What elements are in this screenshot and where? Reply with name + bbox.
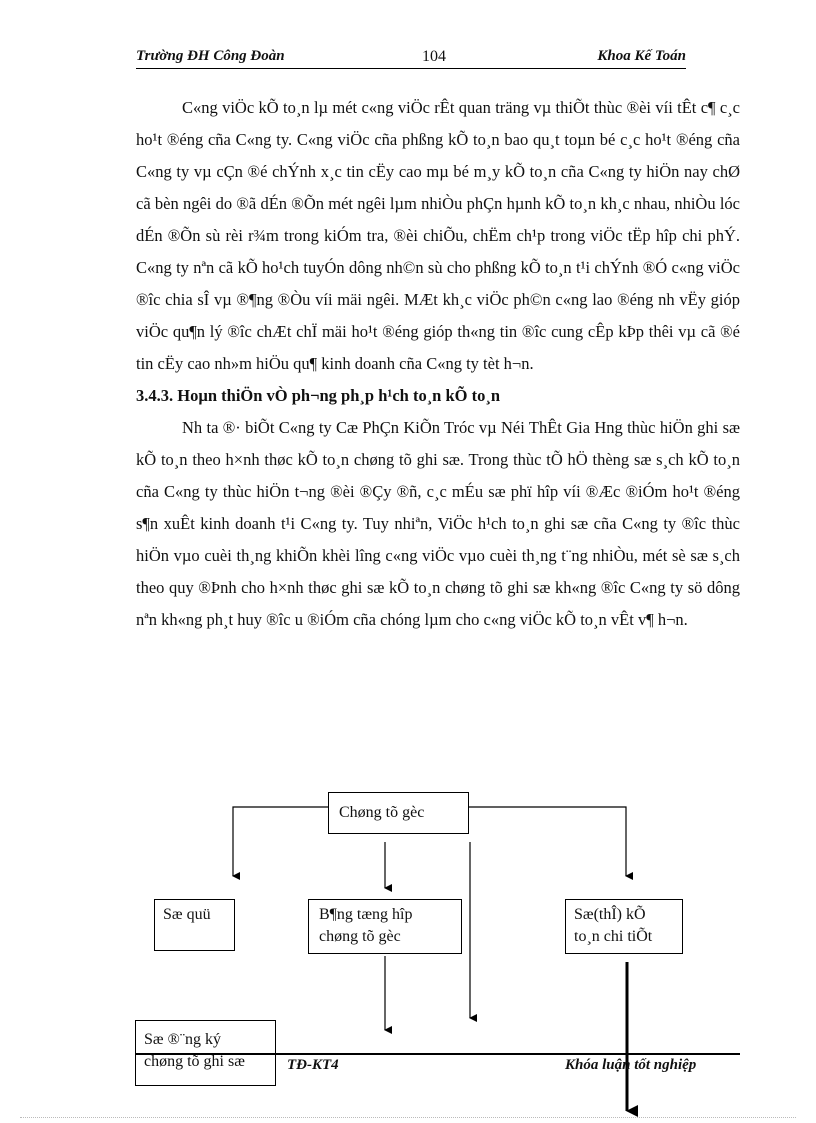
register-line-1: Sæ ®¨ng ký bbox=[144, 1031, 222, 1048]
header-rule bbox=[136, 68, 686, 69]
footer-rule bbox=[136, 1053, 740, 1055]
paragraph-1: C«ng viÖc kÕ to¸n lµ mét c«ng viÖc rÊt quan träng vµ thiÕt thùc ®èi víi tÊt c¶ c¸c ho¹t ®éng cña C«ng ty. C«ng viÖc cña phßng kÕ to¸n bao qu¸t toµn bé c¸c ho¹t ®éng cña C«ng ty vµ cÇn ®é chÝnh x¸c tin cËy cao mµ bé m¸y kÕ to¸n cña C«ng ty hiÖn nay chØ cã bèn ngêi do ®ã dÉn ®Õn mét ngêi lµm nhiÒu phÇn hµnh kÕ to¸n kh¸c nhau, nhiÒu lóc dÉn ®Õn sù rèi r¾m trong kiÓm tra, ®èi chiÕu, chËm ch¹p trong viÖc tËp hîp chi phÝ. C«ng ty nªn cã kÕ ho¹ch tuyÓn dông nh©n sù cho phßng kÕ to¸n t¹i chÝnh ®Ó c«ng viÖc ®îc chia sÎ vµ ®¶ng ®Òu víi mäi ngêi. MÆt kh¸c viÖc ph©n c«ng lao ®éng nh vËy gióp viÖc qu¶n lý ®îc chÆt chÏ mäi ho¹t ®éng gióp th«ng tin ®îc cung cÊp kÞp thêi vµ cã ®é tin cËy cao nh»m hiÖu qu¶ kinh doanh cña C«ng ty tèt h¬n. bbox=[136, 98, 740, 373]
header-school: Trường ĐH Công Đoàn bbox=[136, 48, 285, 64]
header-department: Khoa Kế Toán bbox=[597, 48, 686, 64]
arrow-to-cash-book bbox=[233, 807, 328, 876]
summary-sheet-line-2: chøng tõ gèc bbox=[319, 928, 401, 945]
summary-sheet-box bbox=[308, 899, 462, 954]
page-number: 104 bbox=[422, 48, 446, 65]
footer-class: TĐ-KT4 bbox=[287, 1057, 339, 1073]
section-heading: 3.4.3. Hoµn thiÖn vÒ ph¬ng ph¸p h¹ch to¸n kÕ to¸n bbox=[136, 386, 501, 405]
detail-ledger-line-1: Sæ(thÎ) kÕ bbox=[574, 906, 646, 923]
document-body bbox=[136, 92, 740, 636]
footer-thesis: Khóa luận tốt nghiệp bbox=[565, 1057, 697, 1073]
page-edge-dots bbox=[20, 1117, 796, 1118]
cash-book-label: Sæ quü bbox=[163, 906, 211, 923]
page-header bbox=[136, 48, 686, 70]
detail-ledger-box bbox=[565, 899, 683, 954]
paragraph-2: Nh ta ®· biÕt C«ng ty Cæ PhÇn KiÕn Tróc vµ Néi ThÊt Gia Hng thùc hiÖn ghi sæ kÕ to¸n theo h×nh thøc kÕ to¸n chøng tõ ghi sæ. Trong thùc tÕ hÖ thèng sæ s¸ch kÕ to¸n cña C«ng ty thùc hiÖn t¬ng ®èi ®Çy ®ñ, c¸c mÉu sæ phï hîp víi ®Æc ®iÓm ho¹t ®éng s¶n xuÊt kinh doanh t¹i C«ng ty. Tuy nhiªn, ViÖc h¹ch to¸n ghi sæ cña C«ng ty ®îc thùc hiÖn vµo cuèi th¸ng khiÕn khèi lîng c«ng viÖc vµo cuèi th¸ng t¨ng nhiÒu, mét sè sæ s¸ch theo quy ®Þnh cho h×nh thøc ghi sæ kÕ to¸n chøng tõ ghi sæ kh«ng ®îc C«ng ty sö dông nªn kh«ng ph¸t huy ®îc u ®iÓm cña chóng lµm cho c«ng viÖc kÕ to¸n vÊt v¶ h¬n. bbox=[136, 418, 740, 629]
detail-ledger-line-2: to¸n chi tiÕt bbox=[574, 928, 653, 945]
source-documents-box bbox=[328, 792, 469, 834]
summary-sheet-line-1: B¶ng tæng hîp bbox=[319, 906, 413, 923]
cash-book-box bbox=[154, 899, 235, 951]
arrow-to-detail-book bbox=[469, 807, 626, 876]
source-documents-label: Chøng tõ gèc bbox=[339, 804, 425, 821]
register-line-2: chøng tõ ghi sæ bbox=[144, 1053, 245, 1070]
